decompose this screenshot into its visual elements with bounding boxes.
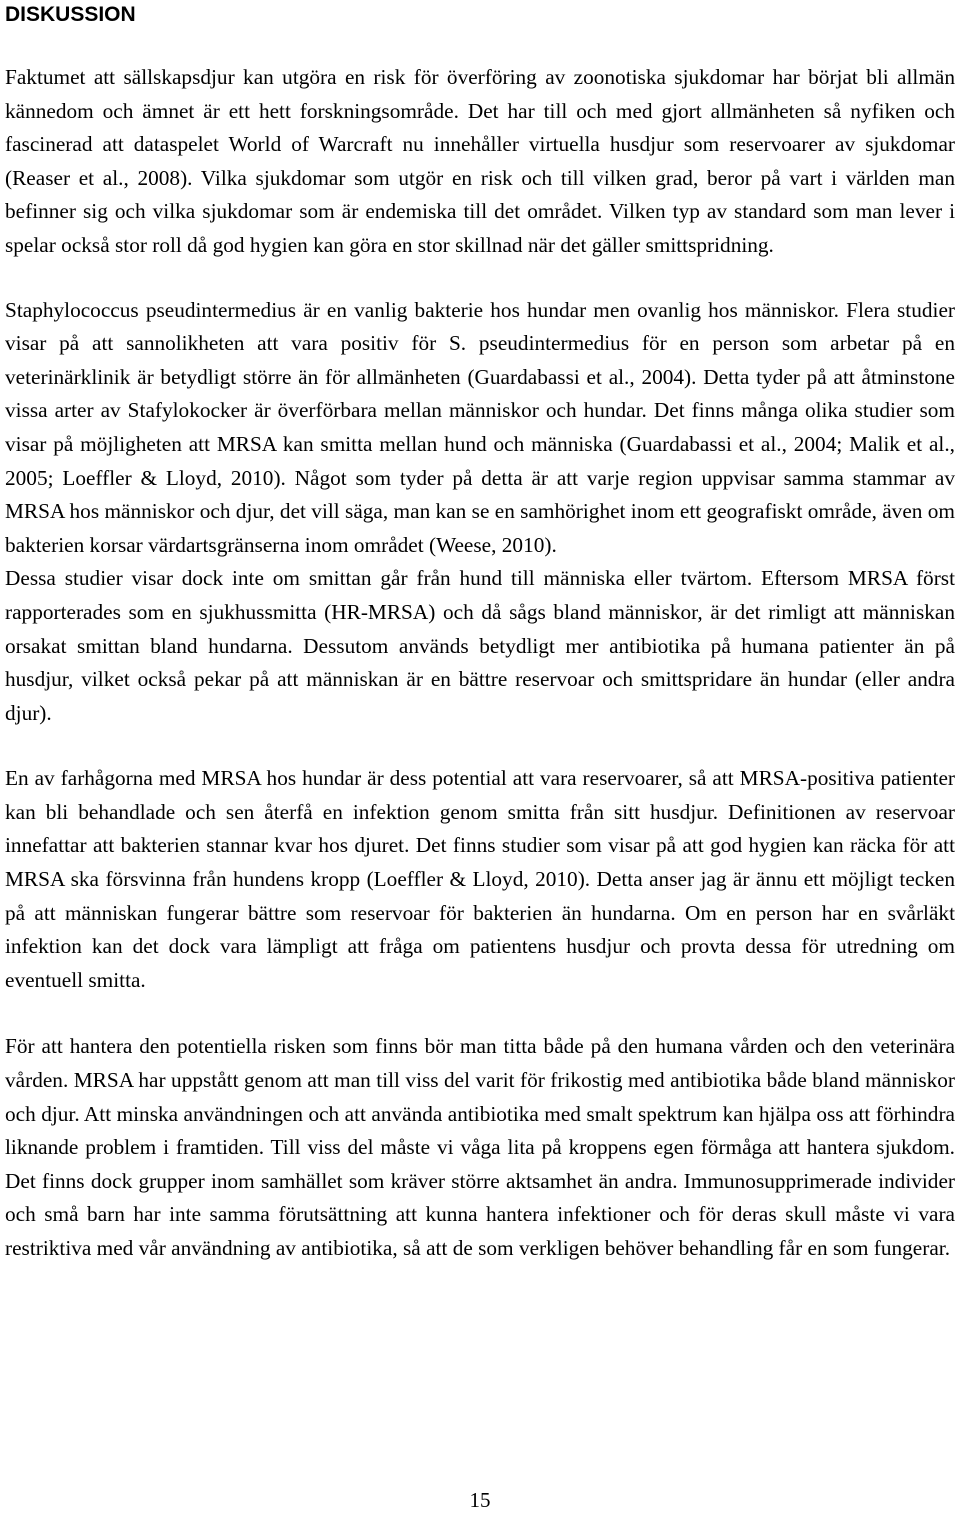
- paragraph-4: En av farhågorna med MRSA hos hundar är dess potential att vara reservoarer, så att MRSA-positiva patienter kan bli behandlade och sen återfå en infektion genom smitta från sitt husdjur. Definitionen av reservoar innefattar att bakterien stannar kvar hos djuret. Det finns studier som visar på att god hygien kan räcka för att MRSA ska försvinna från hundens kropp (Loeffler & Lloyd, 2010). Detta anser jag är ännu ett möjligt tecken på att människan fungerar bättre som reservoar för bakterien än hundarna. Om en person har en svårläkt infektion kan det dock vara lämpligt att fråga om patientens husdjur och provta dessa för utredning om eventuell smitta.: [5, 766, 955, 992]
- paragraph-2: Staphylococcus pseudintermedius är en vanlig bakterie hos hundar men ovanlig hos människor. Flera studier visar på att sannolikheten att vara positiv för S. pseudintermedius för en person som arbetar på en veterinärklinik är betydligt större än för allmänheten (Guardabassi et al., 2004). Detta tyder på att åtminstone vissa arter av Stafylokocker är överförbara mellan människor och hundar. Det finns många olika studier som visar på möjligheten att MRSA kan smitta mellan hund och människa (Guardabassi et al., 2004; Malik et al., 2005; Loeffler & Lloyd, 2010). Något som tyder på detta är att varje region uppvisar samma stammar av MRSA hos människor och djur, det vill säga, man kan se en samhörighet inom ett geografiskt område, även om bakterien korsar värdartsgränserna inom området (Weese, 2010).: [5, 297, 955, 557]
- page-number: 15: [469, 1488, 491, 1512]
- paragraph-3: Dessa studier visar dock inte om smittan går från hund till människa eller tvärtom. Eftersom MRSA först rapporterades som en sjukhussmitta (HR-MRSA) och då sågs bland människor, är det rimligt att människan orsakat smittan bland hundarna. Dessutom används betydligt mer antibiotika på humana patienter än på husdjur, vilket också pekar på att människan är en bättre reservoar och smittspridare än hundar (eller andra djur).: [5, 566, 955, 725]
- section-heading: DISKUSSION: [5, 3, 136, 26]
- document-page: [5, 0, 955, 1266]
- paragraph-5: För att hantera den potentiella risken som finns bör man titta både på den humana vården och den veterinära vården. MRSA har uppstått genom att man till viss del varit för frikostig med antibiotika både bland människor och djur. Att minska användningen och att använda antibiotika med smalt spektrum kan hjälpa oss att förhindra liknande problem i framtiden. Till viss del måste vi våga lita på kroppens egen förmåga att hantera sjukdom. Det finns dock grupper inom samhället som kräver större aktsamhet än andra. Immunosupprimerade individer och små barn har inte samma förutsättning att kunna hantera infektioner och för deras skull måste vi vara restriktiva med vår användning av antibiotika, så att de som verkligen behöver behandling får en som fungerar.: [5, 1034, 955, 1260]
- paragraph-1: Faktumet att sällskapsdjur kan utgöra en risk för överföring av zoonotiska sjukdomar har börjat bli allmän kännedom och ämnet är ett hett forskningsområde. Det har till och med gjort allmänheten så nyfiken och fascinerad att dataspelet World of Warcraft nu innehåller virtuella husdjur som reservoarer av sjukdomar (Reaser et al., 2008). Vilka sjukdomar som utgör en risk och till vilken grad, beror på vart i världen man befinner sig och vilka sjukdomar som är endemiska till det området. Vilken typ av standard som man lever i spelar också stor roll då god hygien kan göra en stor skillnad när det gäller smittspridning.: [5, 65, 955, 257]
